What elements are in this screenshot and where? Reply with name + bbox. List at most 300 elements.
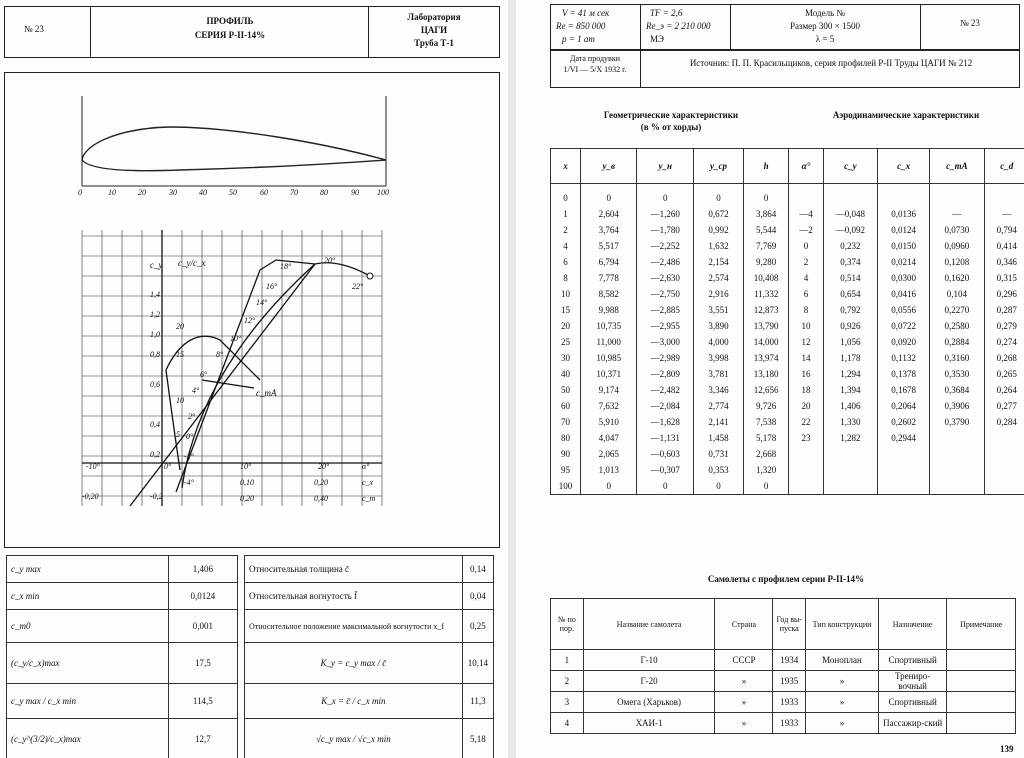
profile-tick: 60 [260, 188, 268, 197]
date-label: Дата продувки [569, 54, 620, 63]
table-cell: 0,3160 [930, 350, 984, 366]
cma-label: c_mA [256, 388, 277, 398]
alpha-mark: 14° [256, 298, 268, 307]
date-value: 1/VI — 5/X 1932 г. [563, 65, 627, 74]
table-cell: 40 [551, 366, 581, 382]
char-label: K_x = c̄ / c_x min [245, 684, 463, 719]
ratio-label: c_y/c_x [178, 258, 206, 268]
char-label: (c_y/c_x)max [7, 643, 169, 684]
right-page [516, 0, 1024, 758]
page-number: 139 [1000, 744, 1014, 754]
table-cell: 12,656 [743, 382, 788, 398]
table-cell: 1,394 [823, 382, 877, 398]
table-cell: —2,885 [637, 302, 694, 318]
table-cell: —0,603 [637, 446, 694, 462]
table-cell: СССР [715, 650, 773, 671]
table-cell: 0,731 [694, 446, 744, 462]
table-cell: 13,790 [743, 318, 788, 334]
alpha-mark: -2° [184, 452, 194, 461]
table-cell [789, 462, 823, 478]
alpha-tick: 10° [240, 462, 252, 471]
table-cell: 1,330 [823, 414, 877, 430]
y-tick: 0,2 [150, 450, 160, 459]
table-row [551, 254, 1024, 270]
table-cell: 0,3906 [930, 398, 984, 414]
column-header: Примечание [947, 599, 1016, 650]
profile-number: № 23 [24, 24, 44, 34]
char-value: 12,7 [168, 719, 237, 758]
table-cell: 4 [789, 270, 823, 286]
table-cell: 4 [551, 238, 581, 254]
table-cell: 9,280 [743, 254, 788, 270]
column-header: c_d [984, 149, 1024, 184]
table-cell: 30 [551, 350, 581, 366]
table-cell: Моноплан [806, 650, 879, 671]
characteristics-right-table [244, 555, 494, 758]
table-cell [823, 184, 877, 207]
table-cell: 0,315 [984, 270, 1024, 286]
ratio-tick: 5 [176, 430, 180, 439]
table-cell: 0,284 [984, 414, 1024, 430]
char-value: 114,5 [168, 684, 237, 719]
table-cell: 10,735 [580, 318, 637, 334]
table-cell: » [806, 692, 879, 713]
table-cell: —2 [789, 222, 823, 238]
table-cell: 14 [789, 350, 823, 366]
alpha-mark: 22° [352, 282, 364, 291]
table-cell: 0,0416 [878, 286, 930, 302]
table-row [551, 446, 1024, 462]
char-label: (c_y^(3/2)/c_x)max [7, 719, 169, 758]
cond-re: Re = 850 000 [556, 21, 606, 31]
cx-tick: 0,10 [240, 478, 254, 487]
char-label: Относительная вогнутость f̄ [245, 583, 463, 610]
column-header: Название самолета [583, 599, 715, 650]
table-cell: » [715, 671, 773, 692]
table-cell: 2 [551, 671, 584, 692]
char-value: 5,18 [462, 719, 493, 758]
table-row [245, 719, 494, 758]
table-cell: ХАИ-1 [583, 713, 715, 734]
table-cell: 70 [551, 414, 581, 430]
table-cell: Пассажир-ский [878, 713, 947, 734]
table-cell: 14,000 [743, 334, 788, 350]
profile-tick: 90 [351, 188, 359, 197]
table-cell: —2,955 [637, 318, 694, 334]
table-cell: 13,974 [743, 350, 788, 366]
table-cell: 0,514 [823, 270, 877, 286]
table-cell: —4 [789, 206, 823, 222]
table-cell: 1935 [773, 671, 806, 692]
table-row [245, 583, 494, 610]
table-cell: 0,654 [823, 286, 877, 302]
table-cell: 1 [551, 206, 581, 222]
table-cell: 6 [551, 254, 581, 270]
table-cell: 0,2580 [930, 318, 984, 334]
table-cell: 0,2602 [878, 414, 930, 430]
char-value: 0,0124 [168, 583, 237, 610]
table-cell: 60 [551, 398, 581, 414]
table-cell: 0 [637, 478, 694, 495]
table-cell: 2,141 [694, 414, 744, 430]
table-cell: Трениро-вочный [878, 671, 947, 692]
alpha-tick: 0° [164, 462, 172, 471]
cond-model: Модель № [804, 8, 846, 18]
table-cell: 5,544 [743, 222, 788, 238]
table-cell: 3,781 [694, 366, 744, 382]
table-cell: 0,0214 [878, 254, 930, 270]
table-cell: Спортивный [878, 650, 947, 671]
alpha-mark: 4° [192, 386, 200, 395]
table-cell: 7,778 [580, 270, 637, 286]
planes-table [550, 598, 1016, 734]
table-cell: 3,890 [694, 318, 744, 334]
table-cell: —2,084 [637, 398, 694, 414]
table-cell: —2,252 [637, 238, 694, 254]
table-cell: 10,371 [580, 366, 637, 382]
table-cell [947, 650, 1016, 671]
table-cell: —2,989 [637, 350, 694, 366]
profile-tick: 70 [290, 188, 298, 197]
table-cell: 0 [694, 184, 744, 207]
cy-label: c_y [150, 260, 163, 270]
column-header: x [551, 149, 581, 184]
table-cell: 12 [789, 334, 823, 350]
table-row [551, 206, 1024, 222]
table-row [551, 350, 1024, 366]
table-cell: » [806, 713, 879, 734]
table-cell: 5,178 [743, 430, 788, 446]
table-cell: » [715, 692, 773, 713]
table-cell: 3 [551, 692, 584, 713]
table-cell: —2,486 [637, 254, 694, 270]
column-header: c_y [823, 149, 877, 184]
table-row [551, 414, 1024, 430]
profile-tick: 20 [138, 188, 146, 197]
table-cell: 1,458 [694, 430, 744, 446]
table-cell: —0,307 [637, 462, 694, 478]
source-text: Источник: П. П. Красильщиков, серия профилей Р-II Труды ЦАГИ № 212 [689, 58, 973, 68]
table-cell: 13,180 [743, 366, 788, 382]
table-cell: 0,3530 [930, 366, 984, 382]
table-cell: 0,2270 [930, 302, 984, 318]
cm-tick: 0,40 [314, 494, 328, 503]
table-cell: 0,3790 [930, 414, 984, 430]
cm-tick: -0,20 [82, 492, 99, 501]
characteristics-left-table [6, 555, 238, 758]
table-cell: 0,2884 [930, 334, 984, 350]
profile-title-line1: ПРОФИЛЬ [206, 16, 254, 26]
table-cell: 0,1678 [878, 382, 930, 398]
table-cell: 10,985 [580, 350, 637, 366]
table-cell: 1,013 [580, 462, 637, 478]
table-cell: —3,000 [637, 334, 694, 350]
table-row [245, 610, 494, 643]
y-tick: 1,4 [150, 290, 160, 299]
table-cell: 0,794 [984, 222, 1024, 238]
profile-tick: 30 [169, 188, 177, 197]
table-header-row [551, 599, 1016, 650]
table-cell: 2,154 [694, 254, 744, 270]
table-cell: 0,792 [823, 302, 877, 318]
table-cell: 0,0556 [878, 302, 930, 318]
table-cell [878, 446, 930, 462]
table-cell: 0,0722 [878, 318, 930, 334]
table-cell: 9,726 [743, 398, 788, 414]
y-tick: 0,4 [150, 420, 160, 429]
cond-lambda: λ = 5 [815, 34, 835, 44]
table-cell: 0,268 [984, 350, 1024, 366]
table-cell: —0,048 [823, 206, 877, 222]
table-cell: 0,265 [984, 366, 1024, 382]
ratio-tick: 20 [176, 322, 184, 331]
table-cell [984, 430, 1024, 446]
char-value: 0,25 [462, 610, 493, 643]
table-cell: 0,0300 [878, 270, 930, 286]
table-cell [984, 478, 1024, 495]
table-cell [930, 446, 984, 462]
table-cell: 0,1208 [930, 254, 984, 270]
table-cell: 0,414 [984, 238, 1024, 254]
table-cell: 0,1132 [878, 350, 930, 366]
table-cell: 5,910 [580, 414, 637, 430]
alpha-tick: α° [362, 462, 370, 471]
table-cell: 0,3684 [930, 382, 984, 398]
table-row [7, 684, 238, 719]
table-cell: —2,809 [637, 366, 694, 382]
table-cell: 0 [789, 238, 823, 254]
table-cell: 9,174 [580, 382, 637, 398]
table-row [551, 302, 1024, 318]
table-cell [823, 478, 877, 495]
char-value: 0,14 [462, 556, 493, 583]
table-cell [984, 184, 1024, 207]
table-row [551, 222, 1024, 238]
table-cell: 15 [551, 302, 581, 318]
table-cell: 4,047 [580, 430, 637, 446]
table-row [551, 184, 1024, 207]
profile-tick: 100 [377, 188, 389, 197]
table-cell [878, 462, 930, 478]
table-cell: 0 [743, 478, 788, 495]
table-cell: Омега (Харьков) [583, 692, 715, 713]
table-cell: 23 [789, 430, 823, 446]
lab-line1: Лаборатория [407, 12, 461, 22]
table-cell: 0,0124 [878, 222, 930, 238]
geo-heading: Геометрические характеристики [603, 110, 739, 120]
table-cell: 9,988 [580, 302, 637, 318]
table-cell: 10,408 [743, 270, 788, 286]
table-cell: 0,287 [984, 302, 1024, 318]
table-cell: 7,632 [580, 398, 637, 414]
table-row [7, 610, 238, 643]
char-label: c_x min [7, 583, 169, 610]
table-cell: 1,282 [823, 430, 877, 446]
table-cell: 1934 [773, 650, 806, 671]
table-header-row [551, 149, 1024, 184]
table-row [551, 270, 1024, 286]
cond-v: V = 41 м сек [562, 8, 610, 18]
table-cell: 11,000 [580, 334, 637, 350]
column-header: h [743, 149, 788, 184]
char-value: 10,14 [462, 643, 493, 684]
table-cell [984, 462, 1024, 478]
char-label: K_y = c_y max / c̄ [245, 643, 463, 684]
table-cell [947, 713, 1016, 734]
polar-chart [70, 230, 400, 530]
table-cell: » [806, 671, 879, 692]
geo-subheading: (в % от хорды) [640, 122, 702, 132]
table-cell: 2,065 [580, 446, 637, 462]
table-cell: 90 [551, 446, 581, 462]
table-cell: —1,260 [637, 206, 694, 222]
table-cell: 25 [551, 334, 581, 350]
table-cell [947, 692, 1016, 713]
table-cell: 2,604 [580, 206, 637, 222]
table-cell: 10 [789, 318, 823, 334]
table-row [551, 318, 1024, 334]
table-cell: 0,1378 [878, 366, 930, 382]
table-cell: 10 [551, 286, 581, 302]
profile-data-table [550, 148, 1024, 495]
cm-tick: -0,2 [150, 492, 163, 501]
table-cell: 16 [789, 366, 823, 382]
column-header: y_н [637, 149, 694, 184]
table-cell: 18 [789, 382, 823, 398]
char-label: Относительное положение максимальной вогнутости x_f [245, 610, 463, 643]
alpha-mark: 10° [230, 334, 242, 343]
char-label: c_y max / c_x min [7, 684, 169, 719]
table-row [245, 684, 494, 719]
table-cell: 1,178 [823, 350, 877, 366]
table-cell: — [984, 206, 1024, 222]
table-cell: 2,916 [694, 286, 744, 302]
table-cell [947, 671, 1016, 692]
alpha-mark: 6° [200, 370, 208, 379]
table-cell: 0,296 [984, 286, 1024, 302]
table-cell: 3,551 [694, 302, 744, 318]
table-cell: 0,992 [694, 222, 744, 238]
table-cell: 7,769 [743, 238, 788, 254]
table-cell: 50 [551, 382, 581, 398]
cond-me: МЭ [650, 34, 664, 44]
table-cell: 6,794 [580, 254, 637, 270]
table-cell [930, 478, 984, 495]
table-cell: 0 [743, 184, 788, 207]
table-cell: 0,0920 [878, 334, 930, 350]
table-cell [823, 446, 877, 462]
table-cell [878, 184, 930, 207]
table-cell: 0,264 [984, 382, 1024, 398]
table-cell: 1,320 [743, 462, 788, 478]
cm-tick: c_m [362, 494, 376, 503]
cx-tick: 0,20 [314, 478, 328, 487]
table-cell [930, 184, 984, 207]
lab-line2: ЦАГИ [420, 25, 448, 35]
table-cell [878, 478, 930, 495]
table-row [551, 478, 1024, 495]
column-header: Тип конструкции [806, 599, 879, 650]
planes-title: Самолеты с профилем серии Р-II-14% [707, 574, 865, 584]
table-cell: 8 [551, 270, 581, 286]
alpha-mark: -4° [184, 478, 194, 487]
table-cell: 0,672 [694, 206, 744, 222]
alpha-mark: 16° [266, 282, 278, 291]
table-cell: —1,131 [637, 430, 694, 446]
table-cell: 0 [694, 478, 744, 495]
cx-tick: c_x [362, 478, 374, 487]
y-tick: 1,0 [150, 330, 160, 339]
table-row [7, 719, 238, 758]
table-cell: 0,346 [984, 254, 1024, 270]
table-row [7, 556, 238, 583]
table-cell: 22 [789, 414, 823, 430]
table-cell: 1 [551, 650, 584, 671]
table-cell: 4,000 [694, 334, 744, 350]
table-cell: —2,750 [637, 286, 694, 302]
table-row [551, 671, 1016, 692]
table-row [551, 462, 1024, 478]
table-cell: 0,374 [823, 254, 877, 270]
y-tick: 1,2 [150, 310, 160, 319]
profile-tick: 50 [229, 188, 237, 197]
char-label: Относительная толщина c̄ [245, 556, 463, 583]
alpha-tick: 20° [318, 462, 330, 471]
column-header: № по пор. [551, 599, 584, 650]
y-tick: 0,6 [150, 380, 160, 389]
table-cell: 0,0136 [878, 206, 930, 222]
profile-title-line2: СЕРИЯ Р-II-14% [194, 30, 266, 40]
table-cell: 6 [789, 286, 823, 302]
table-cell: 0,353 [694, 462, 744, 478]
alpha-mark: 12° [244, 316, 256, 325]
table-cell: Г-20 [583, 671, 715, 692]
table-cell: 0,0150 [878, 238, 930, 254]
table-row [551, 238, 1024, 254]
table-cell [789, 446, 823, 462]
alpha-mark: 20° [324, 256, 336, 265]
table-cell: 80 [551, 430, 581, 446]
table-cell: 0 [551, 184, 581, 207]
ratio-tick: 15 [176, 350, 184, 359]
table-cell: 0,926 [823, 318, 877, 334]
table-cell: 12,873 [743, 302, 788, 318]
cond-size: Размер 300 × 1500 [790, 21, 860, 31]
column-header: Страна [715, 599, 773, 650]
table-row [551, 366, 1024, 382]
char-value: 17,5 [168, 643, 237, 684]
table-cell: 2,668 [743, 446, 788, 462]
table-cell: » [715, 713, 773, 734]
table-cell [823, 462, 877, 478]
table-cell: 5,517 [580, 238, 637, 254]
alpha-mark: 8° [216, 350, 224, 359]
table-cell [930, 430, 984, 446]
table-cell: 0,0960 [930, 238, 984, 254]
table-row [551, 692, 1016, 713]
alpha-tick: -10° [86, 462, 100, 471]
table-cell: 8,582 [580, 286, 637, 302]
char-label: √c_y max / √c_x min [245, 719, 463, 758]
cond-re-e: Re_э = 2 210 000 [646, 21, 711, 31]
table-cell: 0 [580, 184, 637, 207]
table-row [7, 583, 238, 610]
table-cell: 20 [789, 398, 823, 414]
column-header: c_x [878, 149, 930, 184]
table-cell: 7,538 [743, 414, 788, 430]
table-row [245, 643, 494, 684]
table-row [551, 286, 1024, 302]
